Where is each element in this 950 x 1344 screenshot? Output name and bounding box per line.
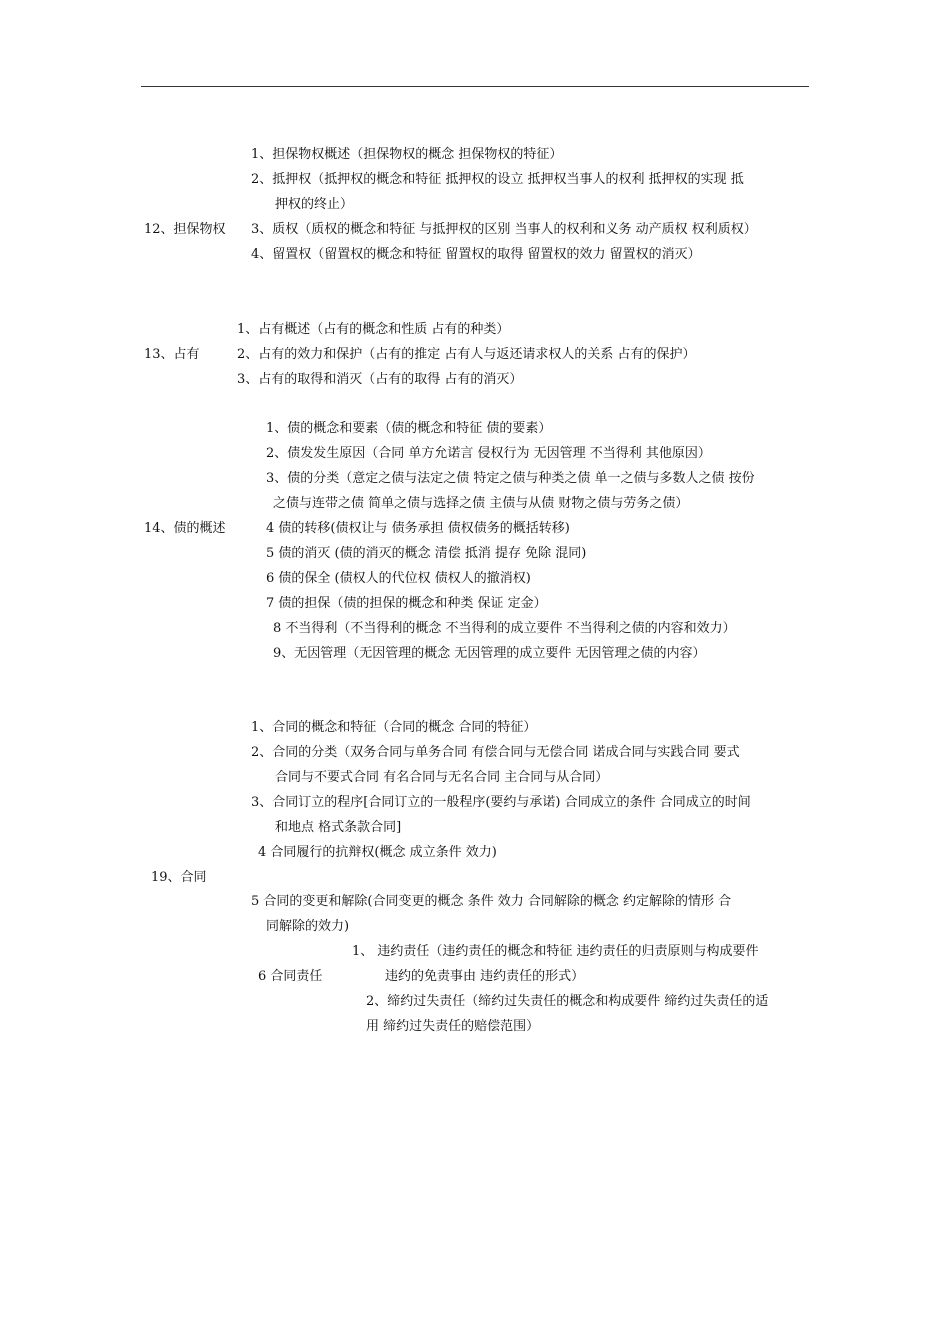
- s13-title: 13、占有: [144, 347, 200, 362]
- s13-item-1: 1、占有概述（占有的概念和性质 占有的种类）: [237, 322, 510, 337]
- s14-item-3: 3、债的分类（意定之债与法定之债 特定之债与种类之债 单一之债与多数人之债 按份: [266, 471, 755, 486]
- s14-item-2: 2、债发发生原因（合同 单方允诺言 侵权行为 无因管理 不当得利 其他原因）: [266, 446, 711, 461]
- s14-item-7: 7 债的担保（债的担保的概念和种类 保证 定金）: [266, 596, 547, 611]
- s19-item-4: 4 合同履行的抗辩权(概念 成立条件 效力): [258, 845, 497, 860]
- s12-item-1: 1、担保物权概述（担保物权的概念 担保物权的特征）: [251, 147, 563, 162]
- s13-item-3: 3、占有的取得和消灭（占有的取得 占有的消灭）: [237, 372, 523, 387]
- s19-item-5: 5 合同的变更和解除(合同变更的概念 条件 效力 合同解除的概念 约定解除的情形 合: [251, 894, 732, 909]
- s12-item-2-cont: 押权的终止）: [275, 197, 354, 212]
- s14-item-5: 5 债的消灭 (债的消灭的概念 清偿 抵消 提存 免除 混同): [266, 546, 587, 561]
- s19-sub6-title: 6 合同责任: [258, 969, 323, 984]
- header-rule: [141, 86, 809, 87]
- s19-sub6-item-2: 2、缔约过失责任（缔约过失责任的概念和构成要件 缔约过失责任的适: [366, 994, 769, 1009]
- s19-sub6-item-2-cont: 用 缔约过失责任的赔偿范围）: [366, 1019, 540, 1034]
- s12-item-2: 2、抵押权（抵押权的概念和特征 抵押权的设立 抵押权当事人的权利 抵押权的实现 抵: [251, 172, 744, 187]
- s13-item-2: 2、占有的效力和保护（占有的推定 占有人与返还请求权人的关系 占有的保护）: [237, 347, 696, 362]
- s19-item-2-cont: 合同与不要式合同 有名合同与无名合同 主合同与从合同）: [275, 770, 609, 785]
- s19-item-5-cont: 同解除的效力): [266, 919, 350, 934]
- s14-item-9: 9、无因管理（无因管理的概念 无因管理的成立要件 无因管理之债的内容）: [273, 646, 706, 661]
- s14-item-1: 1、债的概念和要素（债的概念和特征 债的要素）: [266, 421, 552, 436]
- s14-title: 14、债的概述: [144, 521, 226, 536]
- s14-item-8: 8 不当得利（不当得利的概念 不当得利的成立要件 不当得利之债的内容和效力）: [273, 621, 736, 636]
- s19-item-3: 3、合同订立的程序[合同订立的一般程序(要约与承诺) 合同成立的条件 合同成立的时间: [251, 795, 751, 810]
- s12-title: 12、担保物权: [144, 222, 226, 237]
- s14-item-4: 4 债的转移(债权让与 债务承担 债权债务的概括转移): [266, 521, 570, 536]
- s19-item-1: 1、合同的概念和特征（合同的概念 合同的特征）: [251, 720, 537, 735]
- s19-title: 19、合同: [151, 870, 207, 885]
- s12-item-4: 4、留置权（留置权的概念和特征 留置权的取得 留置权的效力 留置权的消灭）: [251, 247, 701, 262]
- s14-item-6: 6 债的保全 (债权人的代位权 债权人的撤消权): [266, 571, 531, 586]
- s19-item-2: 2、合同的分类（双务合同与单务合同 有偿合同与无偿合同 诺成合同与实践合同 要式: [251, 745, 740, 760]
- s12-item-3: 3、质权（质权的概念和特征 与抵押权的区别 当事人的权利和义务 动产质权 权利质权）: [251, 222, 757, 237]
- s14-item-3-cont: 之债与连带之债 简单之债与选择之债 主债与从债 财物之债与劳务之债）: [273, 496, 689, 511]
- s19-item-3-cont: 和地点 格式条款合同]: [275, 820, 402, 835]
- s19-sub6-item-1-cont: 违约的免责事由 违约责任的形式）: [385, 969, 585, 984]
- s19-sub6-item-1: 1、 违约责任（违约责任的概念和特征 违约责任的归责原则与构成要件: [352, 944, 759, 959]
